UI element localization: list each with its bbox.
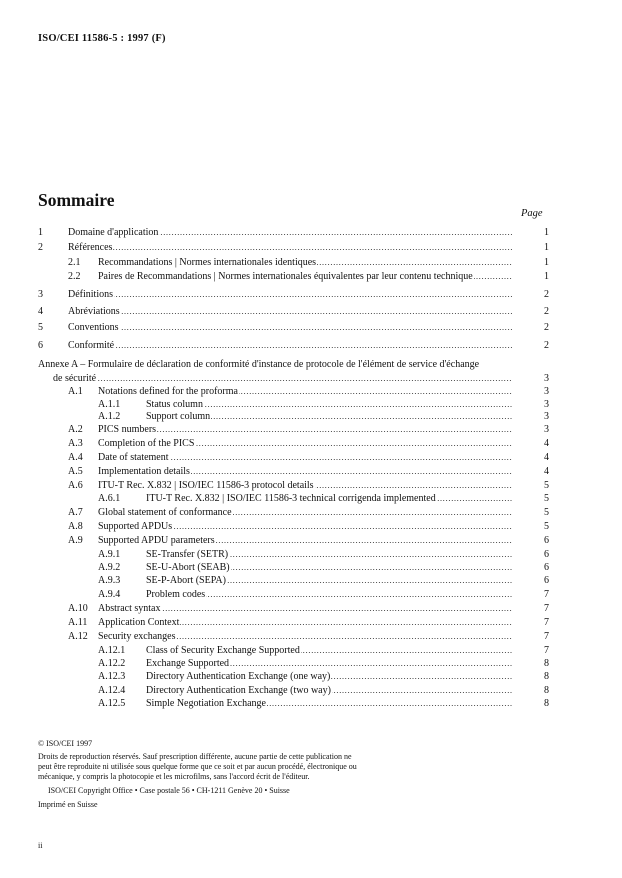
toc-entry-page: 6 — [544, 562, 549, 573]
toc-entry-page: 1 — [544, 227, 549, 238]
toc-entry-title: de sécurité — [53, 373, 97, 384]
toc-entry — [0, 451, 622, 464]
toc-entry-title: ITU-T Rec. X.832 | ISO/IEC 11586-3 technical corrigenda implemented — [146, 493, 436, 504]
toc-entry-page: 1 — [544, 242, 549, 253]
toc-entry-title: Status column — [146, 399, 203, 410]
toc-entry-page: 7 — [544, 645, 549, 656]
toc-entry — [0, 256, 622, 269]
toc-entry-number: A.4 — [68, 452, 83, 463]
toc-entry-page: 7 — [544, 617, 549, 628]
toc-entry-number: A.9 — [68, 535, 83, 546]
toc-entry-title: Paires de Recommandations | Normes internationales équivalentes par leur contenu technique — [98, 271, 473, 282]
toc-entry-number: A.2 — [68, 424, 83, 435]
toc-entry-page: 7 — [544, 603, 549, 614]
page-column-label: Page — [521, 208, 543, 219]
toc-entry-number: A.1.2 — [98, 411, 121, 422]
toc-entry-number: A.12.1 — [98, 645, 126, 656]
toc-entry-page: 8 — [544, 685, 549, 696]
toc-entry — [0, 465, 622, 478]
toc-entry-number: A.9.2 — [98, 562, 121, 573]
toc-entry-page: 6 — [544, 575, 549, 586]
toc-entry — [0, 520, 622, 533]
toc-entry — [0, 385, 622, 398]
toc-entry-title: Exchange Supported — [146, 658, 230, 669]
toc-entry-page: 3 — [544, 411, 549, 422]
toc-entry-page: 8 — [544, 698, 549, 709]
toc-entry — [0, 288, 622, 301]
toc-entry-title: Définitions — [68, 289, 113, 300]
toc-entry-title: SE-U-Abort (SEAB) — [146, 562, 230, 573]
toc-entry-title: Problem codes — [146, 589, 206, 600]
toc-entry-title: PICS numbers — [98, 424, 157, 435]
toc-entry-number: A.6 — [68, 480, 83, 491]
toc-entry-title: Supported APDUs — [98, 521, 173, 532]
toc-entry-page: 2 — [544, 322, 549, 333]
toc-entry-number: 2 — [38, 242, 43, 253]
rights-notice-line-3: mécanique, y compris la photocopie et les microfilms, sans l'accord écrit de l'éditeur. — [38, 772, 310, 781]
toc-entry-page: 3 — [544, 373, 549, 384]
toc-entry-title: Conformité — [68, 340, 115, 351]
toc-entry — [0, 506, 622, 519]
toc-entry — [0, 534, 622, 547]
toc-entry-number: A.6.1 — [98, 493, 121, 504]
toc-entry — [0, 305, 622, 318]
toc-entry-number: 2.1 — [68, 257, 81, 268]
rights-notice-line-1: Droits de reproduction réservés. Sauf prescription différente, aucune partie de cette publication ne — [38, 752, 352, 761]
document-header: ISO/CEI 11586-5 : 1997 (F) — [38, 33, 166, 44]
toc-entry — [0, 226, 622, 239]
toc-entry-title: Security exchanges — [98, 631, 176, 642]
toc-entry — [0, 630, 622, 643]
toc-entry-number: A.12.4 — [98, 685, 126, 696]
toc-entry — [0, 670, 622, 683]
toc-entry-page: 7 — [544, 589, 549, 600]
toc-entry — [0, 602, 622, 615]
toc-entry-number: 1 — [38, 227, 43, 238]
toc-entry-number: A.12.2 — [98, 658, 126, 669]
toc-entry — [0, 616, 622, 629]
toc-entry-number: A.9.1 — [98, 549, 121, 560]
toc-title: Sommaire — [38, 190, 115, 210]
toc-entry-title: Supported APDU parameters — [98, 535, 215, 546]
toc-entry — [0, 437, 622, 450]
toc-entry-title: Class of Security Exchange Supported — [146, 645, 300, 656]
toc-entry-number: A.5 — [68, 466, 83, 477]
toc-entry-page: 5 — [544, 507, 549, 518]
toc-entry-number: 4 — [38, 306, 43, 317]
toc-entry-page: 3 — [544, 424, 549, 435]
toc-entry-page: 3 — [544, 399, 549, 410]
toc-entry-number: 5 — [38, 322, 43, 333]
page-number: ii — [38, 841, 43, 850]
toc-entry — [0, 372, 622, 385]
publisher-address: ISO/CEI Copyright Office • Case postale 56 • CH-1211 Genève 20 • Suisse — [48, 786, 290, 795]
printed-in: Imprimé en Suisse — [38, 800, 98, 809]
toc-entry — [0, 321, 622, 334]
toc-entry-page: 5 — [544, 521, 549, 532]
toc-entry-page: 6 — [544, 535, 549, 546]
toc-entry-title: Domaine d'application — [68, 227, 159, 238]
toc-entry-page: 2 — [544, 306, 549, 317]
toc-entry-page: 5 — [544, 493, 549, 504]
toc-entry-number: A.9.3 — [98, 575, 121, 586]
toc-entry-number: A.7 — [68, 507, 83, 518]
toc-entry-page: 1 — [544, 257, 549, 268]
toc-entry-title: Conventions — [68, 322, 119, 333]
toc-entry-title: Notations defined for the proforma — [98, 386, 238, 397]
toc-entry — [0, 657, 622, 670]
toc-entry-page: 8 — [544, 671, 549, 682]
toc-entry-title: Simple Negotiation Exchange — [146, 698, 266, 709]
toc-entry-page: 1 — [544, 271, 549, 282]
toc-entry-number: A.12.3 — [98, 671, 126, 682]
toc-entry-title: Directory Authentication Exchange (two way) — [146, 685, 331, 696]
toc-entry-page: 2 — [544, 289, 549, 300]
toc-entry — [0, 574, 622, 587]
toc-entry-title: Implementation details — [98, 466, 190, 477]
toc-entry-number: A.1.1 — [98, 399, 121, 410]
toc-entry-number: A.11 — [68, 617, 88, 628]
toc-entry-page: 7 — [544, 631, 549, 642]
toc-entry — [0, 339, 622, 352]
toc-entry — [0, 644, 622, 657]
toc-entry-number: A.3 — [68, 438, 83, 449]
toc-entry-page: 4 — [544, 466, 549, 477]
toc-entry-title: ITU-T Rec. X.832 | ISO/IEC 11586-3 protocol details — [98, 480, 314, 491]
toc-entry-title: Completion of the PICS — [98, 438, 195, 449]
toc-entry — [0, 684, 622, 697]
toc-entry — [0, 423, 622, 436]
toc-entry-number: 6 — [38, 340, 43, 351]
toc-entry-title: Références — [68, 242, 113, 253]
toc-entry — [0, 561, 622, 574]
toc-entry-number: A.9.4 — [98, 589, 121, 600]
toc-entry-title: Global statement of conformance — [98, 507, 232, 518]
toc-entry-number: A.10 — [68, 603, 88, 614]
toc-entry — [0, 410, 622, 423]
toc-entry-title: Abstract syntax — [98, 603, 161, 614]
toc-entry-title: SE-Transfer (SETR) — [146, 549, 229, 560]
copyright-line: © ISO/CEI 1997 — [38, 739, 93, 748]
toc-entry-number: A.12.5 — [98, 698, 126, 709]
toc-entry-page: 6 — [544, 549, 549, 560]
toc-entry — [0, 492, 622, 505]
toc-entry-title: Date of statement — [98, 452, 169, 463]
toc-entry-page: 8 — [544, 658, 549, 669]
toc-entry — [0, 588, 622, 601]
toc-entry — [0, 548, 622, 561]
toc-entry-page: 3 — [544, 386, 549, 397]
toc-entry — [0, 270, 622, 283]
toc-entry-title: Abréviations — [68, 306, 120, 317]
rights-notice-line-2: peut être reproduite ni utilisée sous quelque forme que ce soit et par aucun procédé, électronique ou — [38, 762, 357, 771]
toc-entry-title: Support column — [146, 411, 211, 422]
toc-entry-title: Directory Authentication Exchange (one way) — [146, 671, 331, 682]
toc-entry-title: Recommandations | Normes internationales identiques — [98, 257, 317, 268]
toc-entry-title: SE-P-Abort (SEPA) — [146, 575, 226, 586]
toc-entry — [0, 697, 622, 710]
toc-entry-page: 4 — [544, 452, 549, 463]
toc-entry — [0, 479, 622, 492]
toc-entry-page: 5 — [544, 480, 549, 491]
toc-entry-number: 3 — [38, 289, 43, 300]
toc-entry-page: 4 — [544, 438, 549, 449]
toc-entry-page: 2 — [544, 340, 549, 351]
toc-entry-number: 2.2 — [68, 271, 81, 282]
toc-entry-title: Application Context — [98, 617, 180, 628]
annex-a-title: Annexe A – Formulaire de déclaration de conformité d'instance de protocole de l'élément de service d'échange — [38, 359, 480, 370]
toc-entry-number: A.8 — [68, 521, 83, 532]
toc-entry-number: A.1 — [68, 386, 83, 397]
toc-entry-number: A.12 — [68, 631, 88, 642]
toc-entry — [0, 241, 622, 254]
